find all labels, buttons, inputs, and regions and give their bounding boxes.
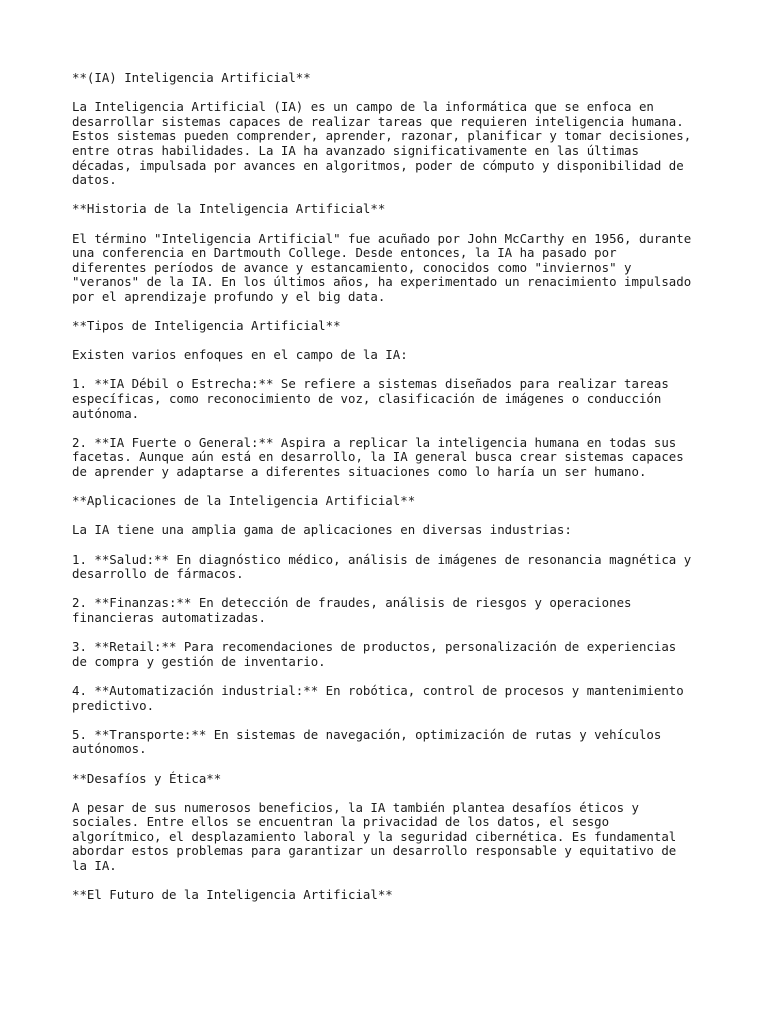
list-item-transport: 5. **Transporte:** En sistemas de navegación, optimización de rutas y vehículos autónomos. bbox=[72, 726, 662, 757]
intro-paragraph: La Inteligencia Artificial (IA) es un campo de la informática que se enfoca en desarrollar sistemas capaces de realizar tareas que requieren inteligencia humana. Estos sistemas pueden comprender, aprender, razonar, planificar y tomar decisiones, entre otras habilidades. La IA ha avanzado significativamente en las últimas décadas, impulsada por avances en algoritmos, poder de cómputo y disponibilidad de datos. bbox=[72, 99, 692, 188]
section-heading-challenges: **Desafíos y Ética** bbox=[72, 770, 222, 786]
list-item-retail: 3. **Retail:** Para recomendaciones de productos, personalización de experiencias de compra y gestión de inventario. bbox=[72, 639, 677, 669]
section-heading-types: **Tipos de Inteligencia Artificial** bbox=[72, 318, 341, 334]
document-page bbox=[72, 71, 712, 917]
list-item-health: 1. **Salud:** En diagnóstico médico, análisis de imágenes de resonancia magnética y desarrollo de fármacos. bbox=[72, 551, 692, 582]
history-paragraph: El término "Inteligencia Artificial" fue acuñado por John McCarthy en 1956, durante una conferencia en Dartmouth College. Desde entonces, la IA ha pasado por diferentes períodos de avance y estancamiento, conocidos como "inviernos" y "veranos" de la IA. En los últimos años, ha experimentado un renacimiento impulsado por el aprendizaje profundo y el big data. bbox=[72, 230, 692, 304]
list-item-strong-ai: 2. **IA Fuerte o General:** Aspira a replicar la inteligencia humana en todas sus facetas. Aunque aún está en desarrollo, la IA general busca crear sistemas capaces de aprender y adaptarse a diferentes situaciones como lo haría un ser humano. bbox=[72, 434, 684, 480]
types-intro-paragraph: Existen varios enfoques en el campo de la IA: bbox=[72, 347, 408, 363]
list-item-industrial-automation: 4. **Automatización industrial:** En robótica, control de procesos y mantenimiento predictivo. bbox=[72, 682, 684, 713]
document-title: **(IA) Inteligencia Artificial** bbox=[72, 70, 311, 85]
list-item-weak-ai: 1. **IA Débil o Estrecha:** Se refiere a sistemas diseñados para realizar tareas específicas, como reconocimiento de voz, clasificación de imágenes o conducción autónoma. bbox=[72, 376, 669, 421]
challenges-paragraph: A pesar de sus numerosos beneficios, la IA también plantea desafíos éticos y sociales. Entre ellos se encuentran la privacidad de los datos, el sesgo algorítmico, el desplazamiento laboral y la seguridad cibernética. Es fundamental abordar estos problemas para garantizar un desarrollo responsable y equitativo de la IA. bbox=[72, 799, 677, 874]
section-heading-future: **El Futuro de la Inteligencia Artificial** bbox=[72, 887, 393, 903]
list-item-finance: 2. **Finanzas:** En detección de fraudes, análisis de riesgos y operaciones financieras automatizadas. bbox=[72, 595, 632, 625]
section-heading-history: **Historia de la Inteligencia Artificial** bbox=[72, 201, 386, 217]
applications-intro-paragraph: La IA tiene una amplia gama de aplicaciones en diversas industrias: bbox=[72, 522, 572, 538]
section-heading-applications: **Aplicaciones de la Inteligencia Artificial** bbox=[72, 493, 416, 509]
